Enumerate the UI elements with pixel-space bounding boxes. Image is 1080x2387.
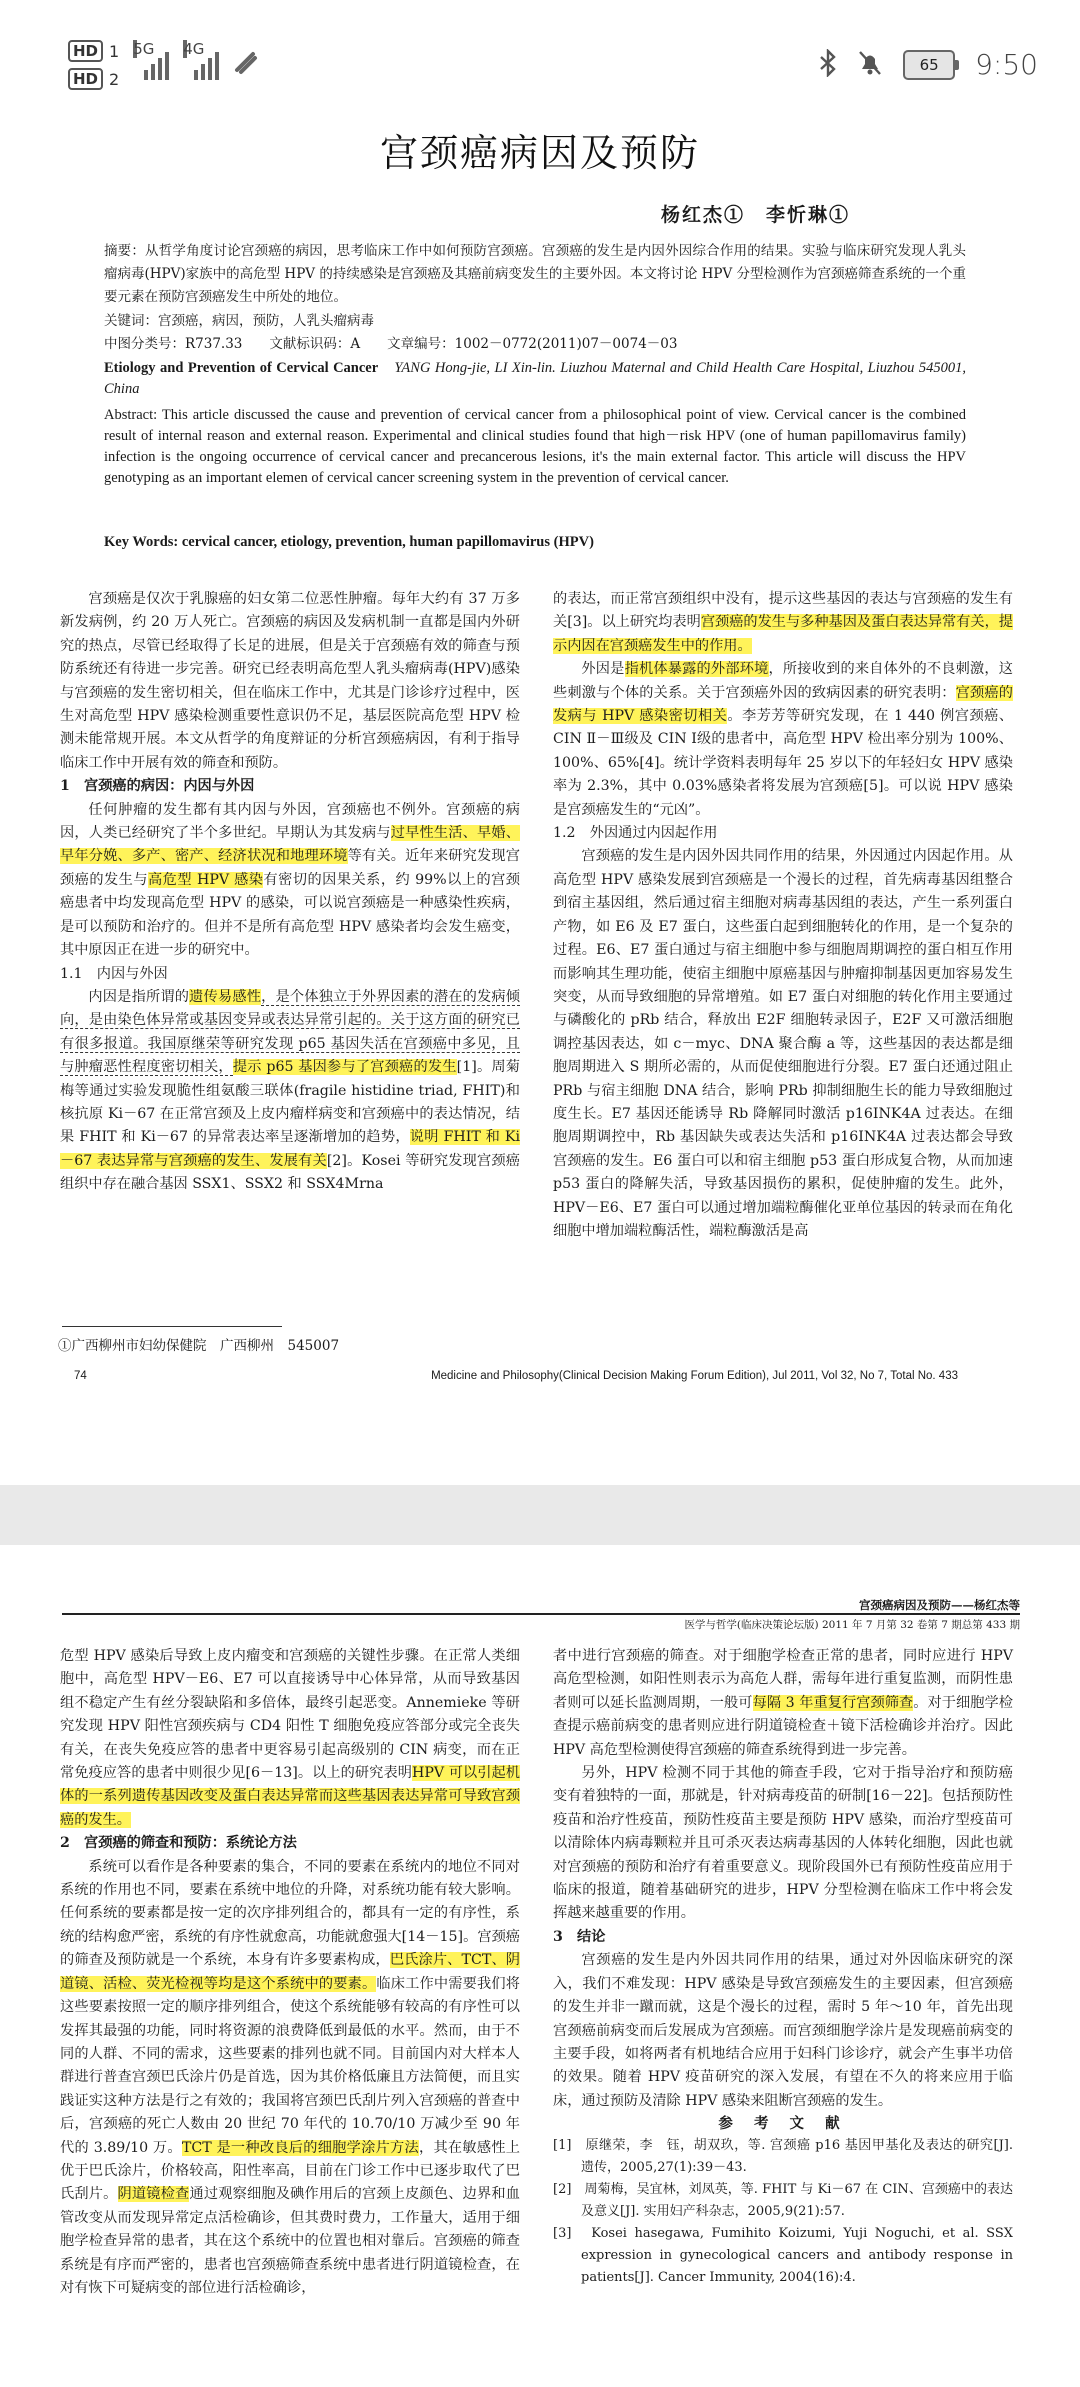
abstract-en: Abstract: This article discussed the cause and prevention of cervical cancer from a philosophical point of view. Cervical cancer is the combined result of internal reason and external reason. Experimental and clinical studies found that high－risk HPV (one of human papillomavirus family) infection is the ongoing occurrence of cervical cancer and precancerous lesions, it's the main external factor. This article will discuss the HPV genotyping as an important elemen of cervical cancer screening system in the prevention of cervical cancer.: [104, 407, 966, 486]
highlight: 阴道镜检查: [117, 2186, 190, 2203]
header-divider: [62, 1613, 1020, 1615]
page-number: 74: [74, 1370, 87, 1382]
highlight: 遗传易感性: [189, 988, 262, 1005]
hd1-icon: HD: [68, 40, 103, 62]
footnote: ①广西柳州市妇幼保健院 广西柳州 545007: [58, 1338, 340, 1354]
document-page-2: [0, 1545, 1080, 2387]
authors-en: YANG Hong-jie, LI Xin-lin. Liuzhou Maternal and Child Health Care Hospital, Liuzhou 545001, China: [104, 360, 966, 397]
highlight: 高危型 HPV 感染: [148, 871, 264, 888]
highlight: 说明 FHIT 和 Ki－67 表达异常与宫颈癌的发生、发展有关: [60, 1129, 520, 1169]
status-right: [819, 48, 1038, 81]
highlight: 宫颈癌的发病与 HPV 感染密切相关: [553, 684, 1013, 725]
highlight: 指机体暴露的外部环境: [624, 661, 769, 678]
subsection-heading: 1.2 外因通过内因起作用: [553, 825, 718, 842]
journal-footer: Medicine and Philosophy(Clinical Decision Making Forum Edition), Jul 2011, Vol 32, No 7, Total No. 433: [431, 1370, 958, 1382]
paragraph: 宫颈癌的发生是内因外因共同作用的结果，外因通过内因起作用。从高危型 HPV 感染发展到宫颈癌是一个漫长的过程，首先病毒基因组整合到宿主基因组，然后通过宿主细胞对病毒基因组的表达，产生一系列蛋白产物，如 E6 及 E7 蛋白，这些蛋白起到细胞转化的作用，是一个复杂的过程。E6、E7 蛋白通过与宿主细胞中参与细胞周期调控的蛋白相互作用而影响其生理功能，使宿主细胞中原癌基因与肿瘤抑制基因更加容易发生突变，从而导致细胞的异常增殖。如 E7 蛋白对细胞的转化作用主要通过与磷酸化的 pRb 结合，释放出 E2F 细胞转录因子，E2F 又可激活细胞调控基因表达，如 c－myc、DNA 聚合酶 a 等，这些基因的表达都是细胞周期进入 S 期所必需的，从而促使细胞进行分裂。E7 蛋白还通过阻止 PRb 与宿主细胞 DNA 结合，影响 PRb 抑制细胞生长的能力导致细胞过度生长。E7 基因还能诱导 Rb 降解同时激活 p16INK4A 过表达。在细胞周期调控中，Rb 基因缺失或表达失活和 p16INK4A 过表达都会导致宫颈癌的发生。E6 蛋白可以和宿主细胞 p53 蛋白形成复合物，从而加速 p53 蛋白的降解失活，导致基因损伤的累积，促使肿瘤的发生。此外，HPV－E6、E7 蛋白可以通过增加端粒酶催化亚单位基因的转录而在角化细胞中增加端粒酶活性，端粒酶激活是高: [553, 848, 1013, 1239]
highlight: 宫颈癌的发生与多种基因及蛋白表达异常有关，提示内因在宫颈癌发生中的作用。: [553, 614, 1013, 654]
volte-indicators: HD 1 HD 2: [68, 40, 119, 90]
paragraph: 外因是指机体暴露的外部环境，所接收到的来自体外的不良刺激，这些刺激与个体的关系。关于宫颈癌外因的致病因素的研究表明：宫颈癌的发病与 HPV 感染密切相关。李芳芳等研究发现，在 1 440 例宫颈癌、CIN Ⅱ－Ⅲ级及 CIN Ⅰ级的患者中，高危型 HPV 检出率分别为 100%、100%、65%[4]。统计学资料表明每年 25 岁以下的年轻妇女 HPV 感染率为 2.3%，其中 0.03%感染者将发展为宫颈癌[5]。可以说 HPV 感染是宫颈癌发生的“元凶”。: [553, 661, 1014, 818]
page-separator: [0, 1485, 1080, 1545]
section-heading: 2 宫颈癌的筛查和预防：系统论方法: [60, 1835, 297, 1852]
paragraph: 内因是指所谓的遗传易感性，是个体独立于外界因素的潜在的发病倾向，是由染色体异常或基因变异或表达异常引起的。关于这方面的研究已有很多报道。我国原继荣等研究发现 p65 基因失活在宫颈癌中多见，且与肿瘤恶性程度密切相关，提示 p65 基因参与了宫颈癌的发生[1]。周菊梅等通过实验发现脆性组氨酸三联体(fragile histidine triad, FHIT)和核抗原 Ki－67 在正常宫颈及上皮内瘤样病变和宫颈癌中的表达情况，结果 FHIT 和 Ki－67 的异常表达率呈逐渐增加的趋势，说明 FHIT 和 Ki－67 表达异常与宫颈癌的发生、发展有关[2]。Kosei 等研究发现宫颈癌组织中存在融合基因 SSX1、SSX2 和 SSX4Mrna: [60, 988, 520, 1193]
left-column: [60, 1645, 520, 2300]
signal-5g-icon: 5G: [133, 40, 169, 80]
title-en: Etiology and Prevention of Cervical Cancer: [104, 360, 379, 376]
paragraph: 危型 HPV 感染后导致上皮内瘤变和宫颈癌的关键性步骤。在正常人类细胞中，高危型 HPV－E6、E7 可以直接诱导中心体异常，从而导致基因组不稳定产生有丝分裂缺陷和多倍体，最终引起恶变。Annemieke 等研究发现 HPV 阳性宫颈疾病与 CD4 阳性 T 细胞免疫应答部分或完全丧失有关，在丧失免疫应答的患者中更容易引起高级别的 CIN 病变，而在正常免疫应答的患者中则很少见[6－13]。以上的研究表明HPV 可以引起机体的一系列遗传基因改变及蛋白表达异常而这些基因表达异常可导致宫颈癌的发生。: [60, 1648, 520, 1828]
reference-item: [3] Kosei hasegawa, Fumihito Koizumi, Yuji Noguchi, et al. SSX expression in gynecological cancers and antibody response in patients[J]. Cancer Immunity, 2004(16):4.: [553, 2226, 1013, 2286]
paragraph: 者中进行宫颈癌的筛查。对于细胞学检查正常的患者，同时应进行 HPV 高危型检测，如阳性则表示为高危人群，需每年进行重复监测，而阴性患者则可以延长监测周期，一般可每隔 3 年重复行宫颈筛查。对于细胞学检查提示癌前病变的患者则应进行阴道镜检查＋镜下活检确诊并治疗。因此 HPV 高危型检测使得宫颈癌的筛查系统得到进一步完善。: [553, 1648, 1013, 1758]
section-heading: 3 结论: [553, 1928, 606, 1945]
classification-line: 中图分类号：R737.33 文献标识码：A 文章编号：1002－0772(2011)07－0074－03: [104, 336, 678, 352]
paragraph: 的表达，而正常宫颈组织中没有，提示这些基因的表达与宫颈癌的发生有关[3]。以上研究均表明宫颈癌的发生与多种基因及蛋白表达异常有关，提示内因在宫颈癌发生中的作用。: [553, 591, 1013, 654]
paragraph: 任何肿瘤的发生都有其内因与外因，宫颈癌也不例外。宫颈癌的病因，人类已经研究了半个多世纪。早期认为其发病与过早性生活、早婚、早年分娩、多产、密产、经济状况和地理环境等有关。近年来研究发现宫颈癌的发生与高危型 HPV 感染有密切的因果关系，约 99%以上的宫颈癌患者中均发现高危型 HPV 的感染，可以说宫颈癌是一种感染性疾病，是可以预防和治疗的。但并不是所有高危型 HPV 感染者均会发生癌变，其中原因正在进一步的研究中。: [60, 801, 520, 959]
battery-icon: 65: [903, 50, 955, 80]
section-heading: 1 宫颈癌的病因：内因与外因: [60, 778, 255, 795]
abstract-cn: 摘要：从哲学角度讨论宫颈癌的病因，思考临床工作中如何预防宫颈癌。宫颈癌的发生是内因外因综合作用的结果。实验与临床研究发现人乳头瘤病毒(HPV)家族中的高危型 HPV 的持续感染是宫颈癌及其癌前病变发生的主要外因。本文将讨论 HPV 分型检测作为宫颈癌筛查系统的一个重要元素在预防宫颈癌发生中所处的地位。: [104, 243, 967, 305]
paragraph: 另外，HPV 检测不同于其他的筛查手段，它对于指导治疗和预防癌变有着独特的一面，那就是，针对病毒疫苗的研制[16－22]。包括预防性疫苗和治疗性疫苗，预防性疫苗主要是预防 HPV 感染，而治疗型疫苗可以清除体内病毒颗粒并且可杀灭表达病毒基因的人体转化细胞，因此也就对宫颈癌的预防和治疗有着重要意义。现阶段国外已有预防性疫苗应用于临床的报道，随着基础研究的进步，HPV 分型检测在临床工作中将会发挥越来越重要的作用。: [553, 1765, 1013, 1922]
references: [553, 2113, 1013, 2289]
highlight: 巴氏涂片、TCT、阴道镜、活检、荧光检视等均是这个系统中的要素。: [60, 1952, 520, 1992]
document-page-1: [0, 100, 1080, 1485]
reference-item: [1] 原继荣，李 钰，胡双玖，等. 宫颈癌 p16 基因甲基化及表达的研究[J]. 遗传，2005,27(1):39－43.: [553, 2138, 1013, 2176]
clock: 9:50: [975, 48, 1038, 81]
footnote-divider: [62, 1326, 282, 1327]
mute-bell-icon: [857, 49, 883, 81]
highlight: 每隔 3 年重复行宫颈筛查: [752, 1694, 914, 1711]
paragraph: 宫颈癌的发生是内外因共同作用的结果，通过对外因临床研究的深入，我们不难发现：HPV 感染是导致宫颈癌发生的主要因素，但宫颈癌的发生并非一蹴而就，这是个漫长的过程，需时 5 年～10 年，首先出现宫颈癌前病变而后发展成为宫颈癌。而宫颈细胞学涂片是发现癌前病变的主要手段，如将两者有机地结合应用于妇科门诊诊疗，就会产生事半功倍的效果。随着 HPV 疫苗研究的深入发展，有望在不久的将来应用于临床，通过预防及清除 HPV 感染来阻断宫颈癌的发生。: [553, 1952, 1013, 2109]
running-header: 宫颈癌病因及预防——杨红杰等: [859, 1598, 1020, 1612]
keywords-cn: 关键词：宫颈癌，病因，预防，人乳头瘤病毒: [104, 313, 374, 329]
english-header: [104, 358, 966, 400]
subsection-heading: 1.1 内因与外因: [60, 965, 168, 982]
bluetooth-icon: [819, 49, 837, 81]
link-icon: [233, 50, 259, 80]
highlight: HPV 可以引起机体的一系列遗传基因改变及蛋白表达异常而这些基因表达异常可导致宫颈癌的发生。: [60, 1765, 520, 1828]
left-column: [60, 588, 520, 1197]
running-subheader: 医学与哲学(临床决策论坛版) 2011 年 7 月第 32 卷第 7 期总第 433 期: [684, 1619, 1020, 1631]
right-column: [553, 588, 1013, 1243]
keywords-en: Key Words: cervical cancer, etiology, prevention, human papillomavirus (HPV): [104, 534, 594, 550]
reference-item: [2] 周菊梅，吴宜林，刘凤英，等. FHIT 与 Ki－67 在 CIN、宫颈癌中的表达及意义[J]. 实用妇产科杂志，2005,9(21):57.: [553, 2182, 1013, 2220]
highlight: 过早性生活、早婚、早年分娩、多产、密产、经济状况和地理环境: [60, 825, 520, 865]
paragraph: 系统可以看作是各种要素的集合，不同的要素在系统内的地位不同对系统的作用也不同，要素在系统中地位的升降，对系统功能有较大影响。任何系统的要素都是按一定的次序排列组合的，都具有一定的有序性，系统的结构愈严密，系统的有序性就愈高，功能就愈强大[14－15]。宫颈癌的筛查及预防就是一个系统，本身有许多要素构成，巴氏涂片、TCT、阴道镜、活检、荧光检视等均是这个系统中的要素。临床工作中需要我们将这些要素按照一定的顺序排列组合，使这个系统能够有较高的有序性可以发挥其最强的功能，同时将资源的浪费降低到最低的水平。然而，由于不同的人群、不同的需求，这些要素的排列也就不同。目前国内对大样本人群进行普查宫颈巴氏涂片仍是首选，因为其价格低廉且方法简便，而且实践证实这种方法是行之有效的；我国将宫颈巴氏刮片列入宫颈癌的普查中后，宫颈癌的死亡人数由 20 世纪 70 年代的 10.70/10 万减少至 90 年代的 3.89/10 万。TCT 是一种改良后的细胞学涂片方法，其在敏感性上优于巴氏涂片，价格较高，阳性率高，目前在门诊工作中已逐步取代了巴氏刮片。阴道镜检查通过观察细胞及碘作用后的宫颈上皮颜色、边界和血管改变从而发现异常定点活检确诊，但其费时费力，工作量大，适用于细胞学检查异常的患者，其在这个系统中的位置也相对靠后。宫颈癌的筛查系统是有序而严密的，患者也宫颈癌筛查系统中患者进行阴道镜检查，在对有恢下可疑病变的部位进行活检确诊，: [60, 1858, 520, 2296]
status-left: [68, 40, 259, 90]
highlight: TCT 是一种改良后的细胞学涂片方法: [181, 2139, 419, 2156]
article-title: 宫颈癌病因及预防: [379, 131, 700, 175]
hd2-icon: HD: [68, 68, 103, 90]
highlight: 提示 p65 基因参与了宫颈癌的发生: [232, 1059, 457, 1076]
references-title: 参 考 文 献: [718, 2115, 848, 2133]
right-column: [553, 1645, 1013, 2289]
signal-4g-icon: 4G: [183, 40, 219, 80]
article-authors: 杨红杰① 李忻琳①: [660, 204, 850, 226]
paragraph: 宫颈癌是仅次于乳腺癌的妇女第二位恶性肿瘤。每年大约有 37 万多新发病例，约 20 万人死亡。宫颈癌的病因及发病机制一直都是国内外研究的热点，尽管已经取得了长足的进展，但是关于宫颈癌有效的筛查与预防系统还有待进一步完善。研究已经表明高危型人乳头瘤病毒(HPV)感染与宫颈癌的发生密切相关，但在临床工作中，尤其是门诊诊疗过程中，医生对高危型 HPV 感染检测重要性意识仍不足，基层医院高危型 HPV 检测未能常规开展。本文从哲学的角度辩证的分析宫颈癌病因，有利于指导临床工作中开展有效的筛查和预防。: [60, 591, 520, 771]
